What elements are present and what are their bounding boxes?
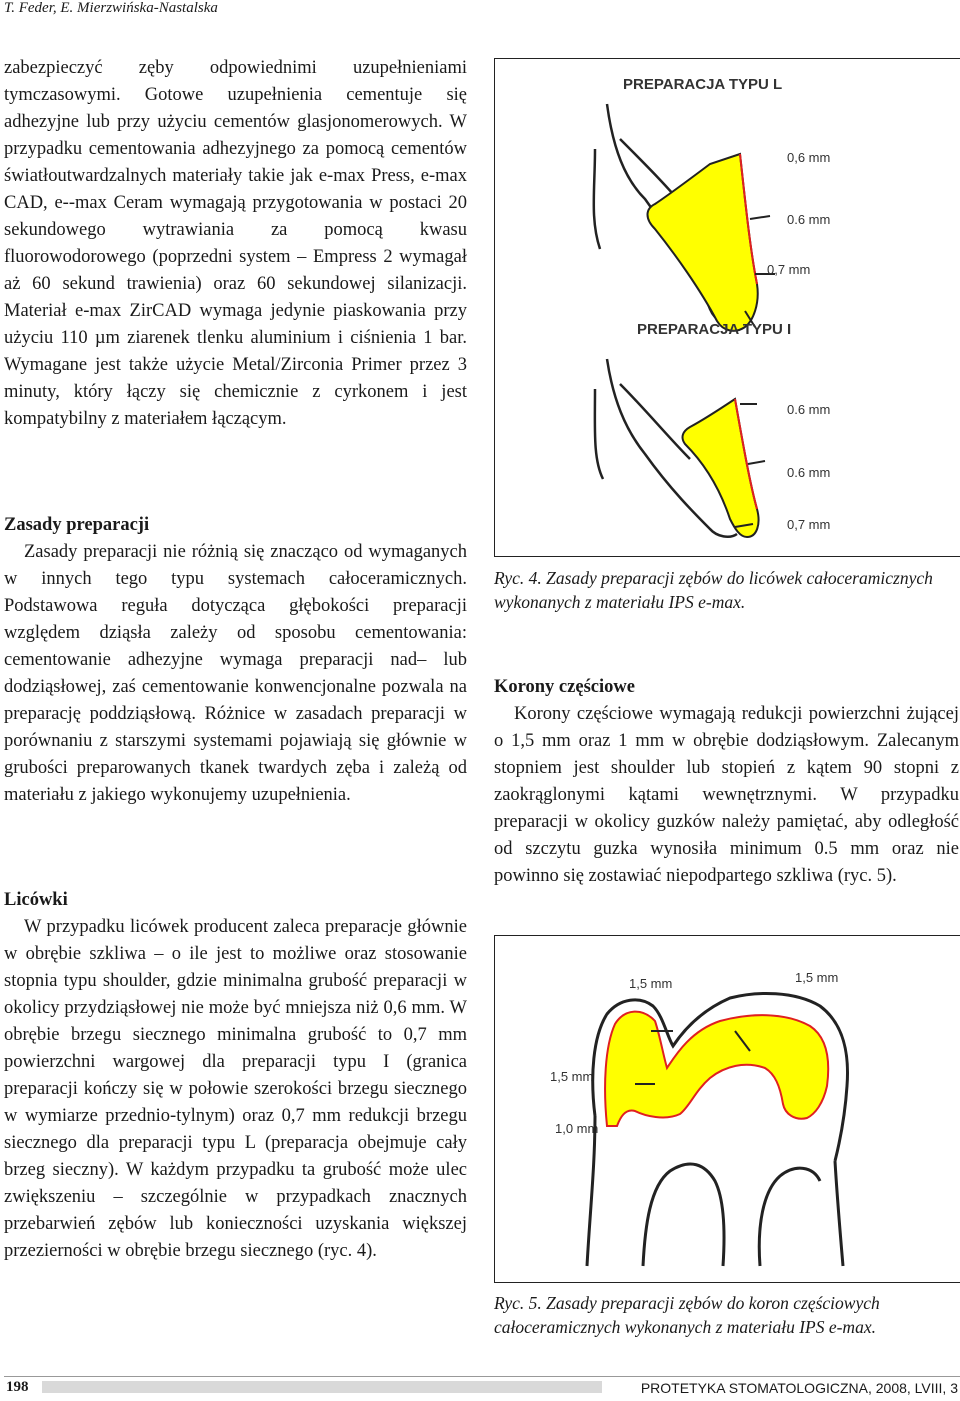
fig5-measure-top-right: 1,5 mm — [795, 970, 839, 985]
page-number: 198 — [6, 1379, 29, 1395]
page-footer — [4, 1376, 960, 1398]
fig4-i-measure-3: 0,7 mm — [787, 517, 831, 532]
figure-4-drawing — [495, 59, 960, 556]
section-licowki — [4, 887, 467, 1265]
fig4-title-type-i: PREPARACJA TYPU I — [637, 321, 792, 338]
fig5-measure-left: 1,5 mm — [550, 1069, 594, 1084]
fig4-l-measure-3: 0,7 mm — [767, 262, 811, 277]
section-korony-czesciowe — [494, 674, 959, 890]
fig5-measure-bottom: 1,0 mm — [555, 1121, 599, 1136]
intro-text-block — [4, 55, 467, 433]
figure-4-caption: Ryc. 4. Zasady preparacji zębów do licówek całoceramicznych wykonanych z materiału IPS e-max. — [494, 568, 933, 612]
figure-5-caption: Ryc. 5. Zasady preparacji zębów do koron częściowych całoceramicznych wykonanych z materiału IPS e-max. — [494, 1293, 880, 1337]
paragraph: Korony częściowe wymagają redukcji powierzchni żującej o 1,5 mm oraz 1 mm w obrębie dodziąsłowym. Zalecanym stopniem jest shoulder lub stopień z kątem 90 stopni z zaokrąglonymi kątami wewnętrznymi. W przypadku preparacji w okolicy guzków należy pamiętać, aby odległość od szczytu guzka wynosiła minimum 0.5 mm oraz nie powinno się zostawiać niepodpartego szkliwa (ryc. 5). — [494, 704, 959, 886]
fig4-l-measure-2: 0.6 mm — [787, 212, 831, 227]
section-heading: Zasady preparacji — [4, 515, 150, 535]
section-heading: Korony częściowe — [494, 677, 635, 697]
fig4-i-measure-2: 0.6 mm — [787, 465, 831, 480]
figure-4-veneer-preparation — [494, 58, 960, 557]
section-zasady-preparacji — [4, 512, 467, 809]
paragraph: Zasady preparacji nie różnią się znacząco od wymaganych w innych tego typu systemach całoceramicznych. Podstawowa reguła dotycząca głębokości preparacji względem dziąsła zależy od sposobu cementowania: cementowanie adhezyjne wymaga preparacji nad– lub dodziąsłowej, zaś cementowanie konwencjonalne pozwala na preparację poddziąsłową. Różnice w zasadach preparacji w porównaniu z starszymi systemami pojawiają się głównie w grubości preparowanych tkanek twardych zęba i zależą od materiału z jakiego wykonujemy uzupełnienia. — [4, 542, 467, 805]
figure-5-drawing — [495, 936, 960, 1282]
paragraph: zabezpieczyć zęby odpowiednimi uzupełnieniami tymczasowymi. Gotowe uzupełnienia cementuje się adhezyjne lub przy użyciu cementów glasjonomerowych. W przypadku cementowania adhezyjnego za pomocą cementów światłoutwardzalnych materiały takie jak e-max Press, e-max CAD, e--max Ceram wymagają przygotowania w postaci 20 sekundowego wytrawiania za pomocą kwasu fluorowodorowego (poprzedni system – Empress 2 wymagał aż 60 sekund trawienia) oraz 60 sekundowej silanizacji. Materiał e-max ZirCAD wymaga jedynie piaskowania przy użyciu 110 µm ziarenek tlenku aluminium i ciśnienia 1 bar. Wymagane jest także użycie Metal/Zirconia Primer przez 3 minuty, który łączy się chemicznie z cyrkonem i jest kompatybilny z materiałem łączącym. — [4, 58, 467, 429]
section-heading: Licówki — [4, 890, 68, 910]
paragraph: W przypadku licówek producent zaleca preparacje głównie w obrębie szkliwa – o ile jest to możliwe oraz stosowanie stopnia typu shoulder, gdzie minimalna grubość preparacji w okolicy przydziąsłowej nie może być mniejsza niż 0,6 mm. W obrębie brzegu siecznego minimalna grubość to 0,7 mm powierzchni wargowej dla preparacji typu I (granica preparacji kończy się w połowie szerokości brzegu siecznego w wymiarze przednio-tylnym) oraz 0,7 mm redukcji brzegu siecznego dla preparacji typu L (preparacja obejmuje cały brzeg sieczny). W każdym przypadku ta grubość może ulec zwiększeniu – szczególnie w przypadkach znacznych przebarwień zębów lub konieczności uzyskania większej przezierności w obrębie brzegu siecznego (ryc. 4). — [4, 917, 467, 1261]
fig5-measure-top-left: 1,5 mm — [629, 976, 673, 991]
running-header: T. Feder, E. Mierzwińska-Nastalska — [4, 0, 218, 16]
footer-rule — [4, 1376, 960, 1377]
fig4-title-type-l: PREPARACJA TYPU L — [623, 76, 783, 93]
fig4-i-measure-1: 0.6 mm — [787, 402, 831, 417]
footer-bar — [42, 1381, 602, 1393]
journal-name: PROTETYKA STOMATOLOGICZNA, 2008, LVIII, 3 — [640, 1380, 958, 1396]
figure-5-partial-crown-preparation — [494, 935, 960, 1283]
fig4-l-measure-1: 0,6 mm — [787, 150, 831, 165]
